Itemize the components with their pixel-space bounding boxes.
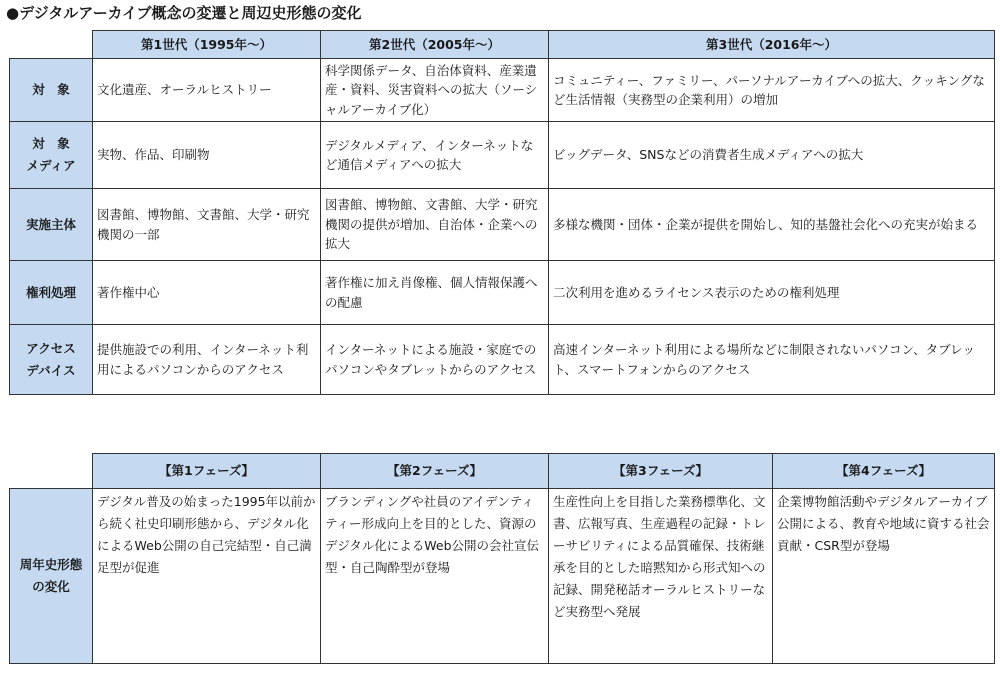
table-header-row bbox=[10, 31, 995, 59]
table-row bbox=[10, 59, 995, 122]
page-title: ●デジタルアーカイブ概念の変遷と周辺史形態の変化 bbox=[6, 4, 362, 22]
table-row bbox=[10, 489, 995, 664]
row-label-rights: 権利処理 bbox=[10, 261, 93, 325]
table-cell: 図書館、博物館、文書館、大学・研究機関の一部 bbox=[93, 189, 321, 261]
table-cell: 高速インターネット利用による場所などに制限されないパソコン、タブレット、スマートフォンからのアクセス bbox=[549, 325, 995, 395]
header-generation-3: 第3世代（2016年～） bbox=[549, 31, 995, 59]
table-row bbox=[10, 189, 995, 261]
table-cell: 二次利用を進めるライセンス表示のための権利処理 bbox=[549, 261, 995, 325]
header-generation-1: 第1世代（1995年～） bbox=[93, 31, 321, 59]
table-corner bbox=[10, 454, 93, 489]
header-phase-2: 【第2フェーズ】 bbox=[321, 454, 549, 489]
table-cell: デジタル普及の始まった1995年以前から続く社史印刷形態から、デジタル化によるWeb公開の自己完結型・自己満足型が促進 bbox=[93, 489, 321, 664]
table-cell: インターネットによる施設・家庭でのパソコンやタブレットからのアクセス bbox=[321, 325, 549, 395]
row-label-implementer: 実施主体 bbox=[10, 189, 93, 261]
table-cell: 多様な機関・団体・企業が提供を開始し、知的基盤社会化への充実が始まる bbox=[549, 189, 995, 261]
table-row bbox=[10, 325, 995, 395]
history-phase-table bbox=[9, 453, 995, 664]
archive-generations-table bbox=[9, 30, 995, 395]
table-cell: ブランディングや社員のアイデンティティー形成向上を目的とした、資源のデジタル化によるWeb公開の会社宣伝型・自己陶酔型が登場 bbox=[321, 489, 549, 664]
row-label-target: 対 象 bbox=[10, 59, 93, 122]
table-cell: 提供施設での利用、インターネット利用によるパソコンからのアクセス bbox=[93, 325, 321, 395]
table-cell: デジタルメディア、インターネットなど通信メディアへの拡大 bbox=[321, 122, 549, 189]
row-label-history-form: 周年史形態 の変化 bbox=[10, 489, 93, 664]
row-label-access-device: アクセス デバイス bbox=[10, 325, 93, 395]
table-row bbox=[10, 261, 995, 325]
table-cell: 実物、作品、印刷物 bbox=[93, 122, 321, 189]
table-cell: コミュニティー、ファミリー、パーソナルアーカイブへの拡大、クッキングなど生活情報（実務型の企業利用）の増加 bbox=[549, 59, 995, 122]
header-generation-2: 第2世代（2005年～） bbox=[321, 31, 549, 59]
table-row bbox=[10, 122, 995, 189]
header-phase-3: 【第3フェーズ】 bbox=[549, 454, 773, 489]
table-cell: 科学関係データ、自治体資料、産業遺産・資料、災害資料への拡大（ソーシャルアーカイブ化） bbox=[321, 59, 549, 122]
table-cell: ビッグデータ、SNSなどの消費者生成メディアへの拡大 bbox=[549, 122, 995, 189]
table-header-row bbox=[10, 454, 995, 489]
table-cell: 文化遺産、オーラルヒストリー bbox=[93, 59, 321, 122]
table-corner bbox=[10, 31, 93, 59]
table-cell: 著作権中心 bbox=[93, 261, 321, 325]
table-cell: 生産性向上を目指した業務標準化、文書、広報写真、生産過程の記録・トレーサビリティによる品質確保、技術継承を目的とした暗黙知から形式知への記録、開発秘話オーラルヒストリーなど実務型へ発展 bbox=[549, 489, 773, 664]
header-phase-4: 【第4フェーズ】 bbox=[773, 454, 995, 489]
table-cell: 企業博物館活動やデジタルアーカイブ公開による、教育や地域に資する社会貢献・CSR型が登場 bbox=[773, 489, 995, 664]
table-cell: 図書館、博物館、文書館、大学・研究機関の提供が増加、自治体・企業への拡大 bbox=[321, 189, 549, 261]
row-label-target-media: 対 象 メディア bbox=[10, 122, 93, 189]
table-cell: 著作権に加え肖像権、個人情報保護への配慮 bbox=[321, 261, 549, 325]
header-phase-1: 【第1フェーズ】 bbox=[93, 454, 321, 489]
